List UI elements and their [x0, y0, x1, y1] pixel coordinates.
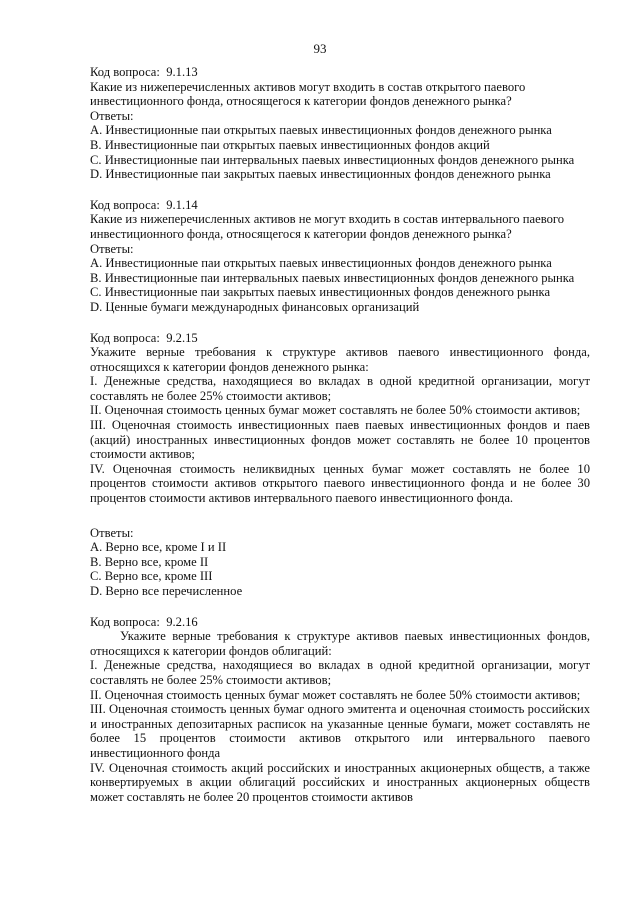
- answer-option: A. Верно все, кроме I и II: [90, 540, 227, 555]
- question-code: [90, 331, 590, 346]
- answer-option: B. Инвестиционные паи открытых паевых инвестиционных фондов акций: [90, 137, 490, 152]
- question-intro: Укажите верные требования к структуре активов паевых инвестиционных фондов, относящихся к категории фондов облигаций:: [90, 629, 590, 658]
- answer-option: C. Верно все, кроме III: [90, 569, 213, 584]
- question-code: [90, 65, 590, 80]
- question-code-label: Код вопроса:: [90, 614, 160, 629]
- question-code-label: Код вопроса:: [90, 65, 160, 79]
- answer-option: C. Инвестиционные паи интервальных паевых инвестиционных фондов денежного рынка: [90, 152, 575, 167]
- requirement-item: IV. Оценочная стоимость неликвидных ценных бумаг может составлять не более 10 процентов стоимости активов открытого паевого инвестиционного фонда и не более 30 процентов стоимости активов интервального паевого инвестиционного фонда.: [90, 461, 590, 506]
- answer-option: B. Верно все, кроме II: [90, 554, 209, 569]
- answer-option: A. Инвестиционные паи открытых паевых инвестиционных фондов денежного рынка: [90, 256, 552, 271]
- answer-option: D. Ценные бумаги международных финансовых организаций: [90, 299, 420, 314]
- page-number: 93: [313, 41, 327, 56]
- question-text-line: Какие из нижеперечисленных активов не могут входить в состав интервального паевого: [90, 212, 565, 227]
- requirement-item: II. Оценочная стоимость ценных бумаг может составлять не более 50% стоимости активов;: [90, 403, 581, 418]
- question-block: [90, 198, 590, 315]
- requirement-item: IV. Оценочная стоимость акций российских и иностранных акционерных обществ, а также конвертируемых в акции облигаций российских и иностранных акционерных обществ может составлять не более 20 процентов стоимости активов: [90, 760, 590, 804]
- question-code-value: 9.2.15: [166, 330, 198, 345]
- answer-option: B. Инвестиционные паи интервальных паевых инвестиционных фондов денежного рынка: [90, 270, 575, 285]
- page-content: [90, 65, 590, 820]
- question-code: [90, 198, 590, 213]
- requirement-item: I. Денежные средства, находящиеся во вкладах в одной кредитной организации, могут составлять не более 25% стоимости активов;: [90, 658, 590, 687]
- answers-label: Ответы:: [90, 241, 134, 256]
- question-code: [90, 615, 590, 630]
- answer-option: C. Инвестиционные паи закрытых паевых инвестиционных фондов денежного рынка: [90, 285, 551, 300]
- question-block: [90, 615, 590, 805]
- requirement-item: III. Оценочная стоимость ценных бумаг одного эмитента и оценочная стоимость российских и иностранных депозитарных расписок на указанные ценные бумаги, может составлять не более 15 процентов стоимости активов открытого или интервального паевого инвестиционного фонда: [90, 702, 590, 760]
- question-code-value: 9.1.14: [166, 197, 198, 212]
- requirement-item: II. Оценочная стоимость ценных бумаг может составлять не более 50% стоимости активов;: [90, 687, 581, 702]
- answer-option: D. Инвестиционные паи закрытых паевых инвестиционных фондов денежного рынка: [90, 167, 551, 182]
- question-block: [90, 65, 590, 182]
- answers-label: Ответы:: [90, 108, 134, 123]
- question-code-label: Код вопроса:: [90, 330, 160, 345]
- question-text-line: инвестиционного фонда, относящегося к категории фондов денежного рынка?: [90, 94, 512, 109]
- question-code-value: 9.1.13: [166, 65, 198, 79]
- question-text-line: Какие из нижеперечисленных активов могут входить в состав открытого паевого: [90, 79, 526, 94]
- answers-label: Ответы:: [90, 525, 134, 540]
- question-code-value: 9.2.16: [166, 614, 198, 629]
- answer-option: A. Инвестиционные паи открытых паевых инвестиционных фондов денежного рынка: [90, 123, 552, 138]
- question-intro: Укажите верные требования к структуре активов паевого инвестиционного фонда, относящихся к категории фондов денежного рынка:: [90, 345, 590, 374]
- requirement-item: III. Оценочная стоимость инвестиционных паев паевых инвестиционных фондов и паев (акций) иностранных инвестиционных фондов может составлять не более 10 процентов стоимости активов;: [90, 418, 590, 462]
- answer-option: D. Верно все перечисленное: [90, 584, 243, 598]
- question-code-label: Код вопроса:: [90, 197, 160, 212]
- spacer: [90, 506, 590, 522]
- question-block: [90, 331, 590, 599]
- question-text-line: инвестиционного фонда, относящегося к категории фондов денежного рынка?: [90, 226, 512, 241]
- requirement-item: I. Денежные средства, находящиеся во вкладах в одной кредитной организации, могут составлять не более 25% стоимости активов;: [90, 374, 590, 403]
